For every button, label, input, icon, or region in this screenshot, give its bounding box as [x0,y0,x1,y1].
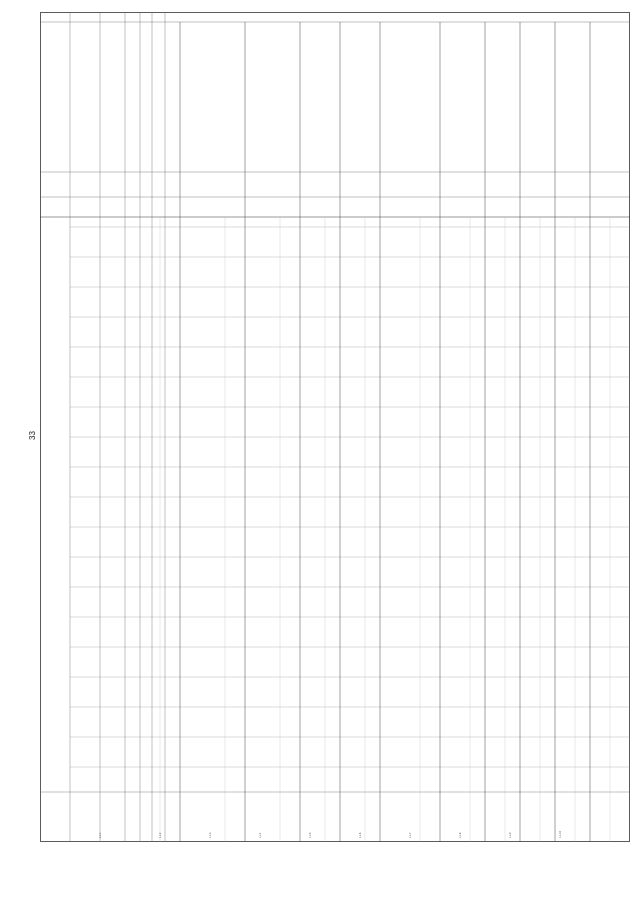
page-number: 33 [28,431,37,440]
rotated-table-frame [40,12,630,842]
row-number: 1.1.2 [159,832,162,838]
row-number: 1.1.4 [259,832,262,838]
table-grid [40,12,630,842]
row-number: 1.1.3 [209,832,212,838]
row-number: 1.1.9 [509,832,512,838]
row-number: 1.1.5 [309,832,312,838]
row-number: 1.1.7 [409,832,412,838]
row-number: 1.1.1 [99,832,102,838]
row-number: 1.1.6 [359,832,362,838]
row-number: 1.1.8 [459,832,462,838]
row-number: 1.1.10 [559,831,562,838]
